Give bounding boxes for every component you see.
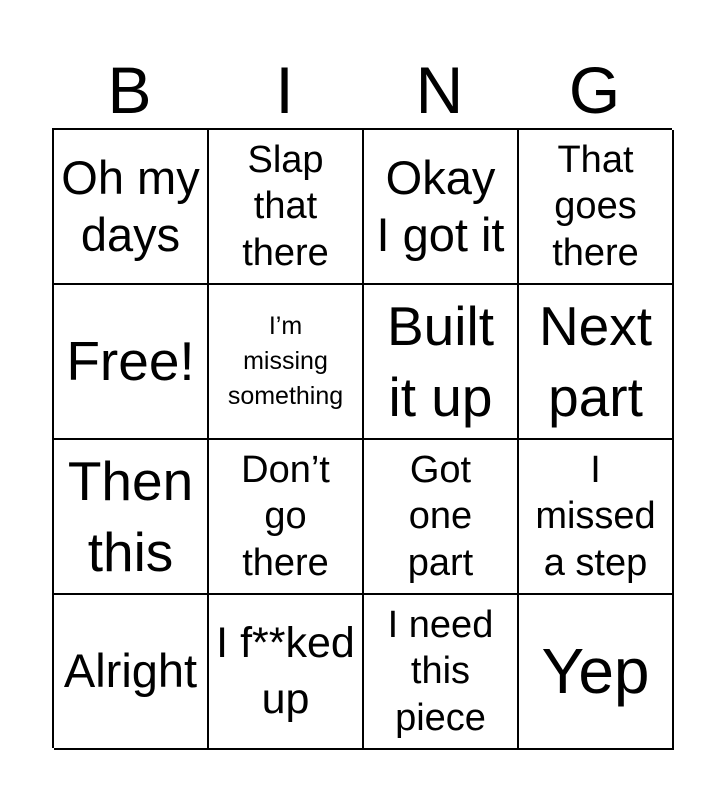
- bingo-cell-r4-c4[interactable]: [519, 595, 674, 750]
- bingo-cell-r2-c4[interactable]: [519, 285, 674, 440]
- bingo-cell-r1-c3[interactable]: [364, 130, 519, 285]
- cell-label: Got one part: [407, 448, 474, 584]
- bingo-header: [52, 50, 672, 130]
- cell-label: That goes there: [552, 138, 639, 274]
- bingo-board: [52, 128, 672, 748]
- cell-label: I f**ked up: [216, 618, 355, 723]
- bingo-cell-r4-c1[interactable]: [54, 595, 209, 750]
- cell-label: I’m missing something: [227, 312, 344, 410]
- cell-label: Oh my days: [61, 151, 200, 261]
- header-letter-g: G: [568, 53, 621, 127]
- cell-label: Then this: [67, 450, 194, 583]
- cell-label: Okay I got it: [376, 151, 505, 261]
- bingo-cell-r3-c3[interactable]: [364, 440, 519, 595]
- bingo-cell-r1-c4[interactable]: [519, 130, 674, 285]
- bingo-cell-r1-c2[interactable]: [209, 130, 364, 285]
- bingo-cell-r3-c1[interactable]: [54, 440, 209, 595]
- cell-label: Don’t go there: [241, 448, 330, 584]
- cell-label: I missed a step: [535, 448, 656, 584]
- bingo-cell-r1-c1[interactable]: [54, 130, 209, 285]
- bingo-cell-r3-c2[interactable]: [209, 440, 364, 595]
- bingo-cell-r2-c2[interactable]: [209, 285, 364, 440]
- cell-label: Alright: [63, 644, 198, 698]
- bingo-cell-r4-c2[interactable]: [209, 595, 364, 750]
- header-letter-b: B: [107, 53, 152, 127]
- cell-label: Next part: [538, 295, 653, 428]
- bingo-cell-r2-c3[interactable]: [364, 285, 519, 440]
- cell-label: Built it up: [387, 295, 494, 428]
- bingo-cell-r4-c3[interactable]: [364, 595, 519, 750]
- header-letter-n: N: [415, 53, 464, 127]
- cell-label: Yep: [541, 635, 650, 708]
- cell-label: Slap that there: [242, 138, 329, 274]
- cell-label: Free!: [66, 330, 195, 393]
- bingo-cell-r3-c4[interactable]: [519, 440, 674, 595]
- bingo-cell-r2-c1[interactable]: [54, 285, 209, 440]
- cell-label: I need this piece: [387, 603, 494, 739]
- header-letter-i: I: [275, 53, 294, 127]
